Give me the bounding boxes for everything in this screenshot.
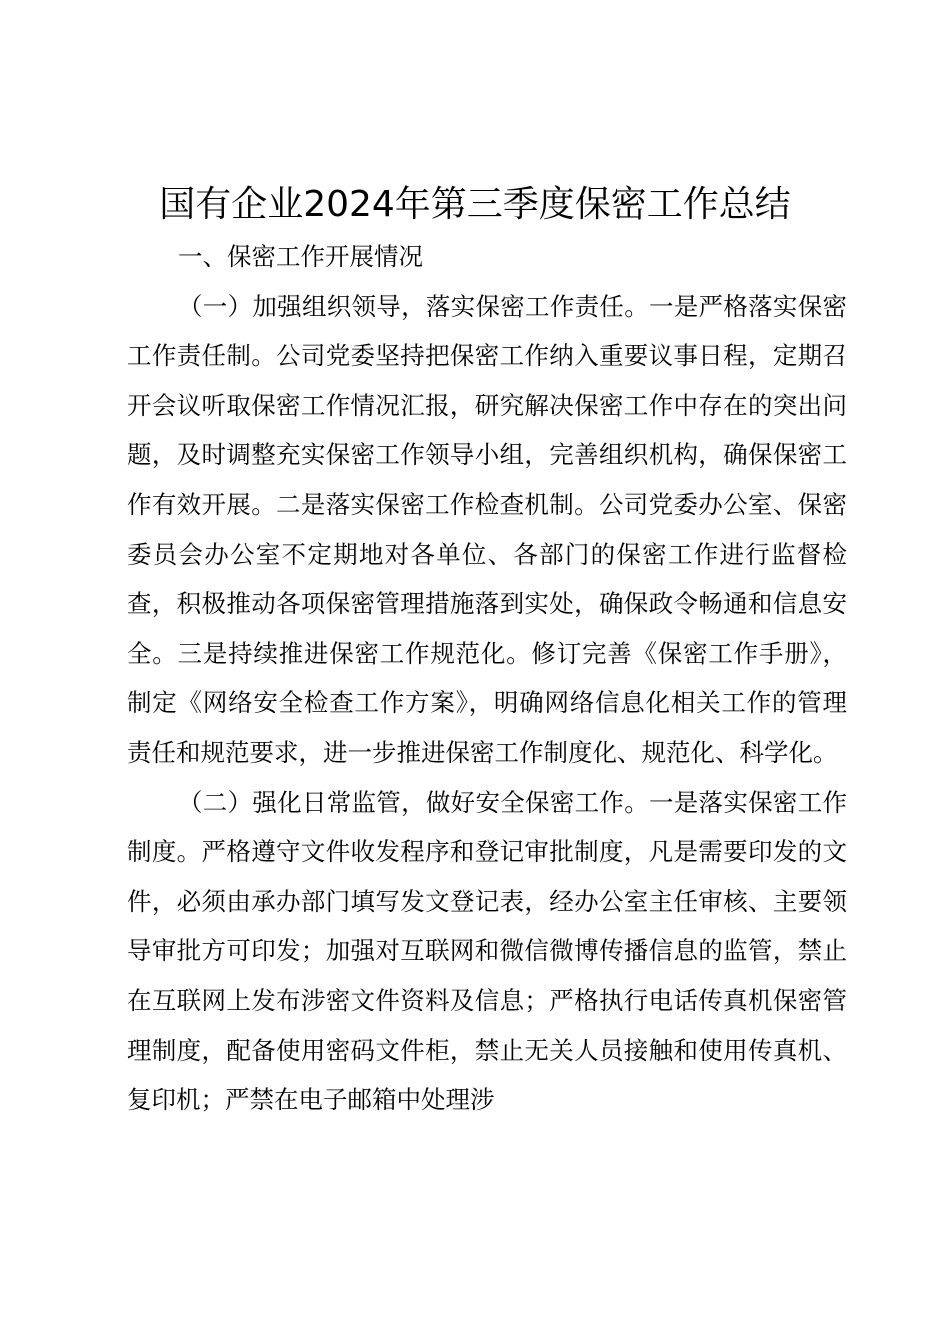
paragraph-2: （二）强化日常监管，做好安全保密工作。一是落实保密工作制度。严格遵守文件收发程序和登记审批制度，凡是需要印发的文件，必须由承办部门填写发文登记表，经办公室主任审核、主要领导审批方可印发；加强对互联网和微信微博传播信息的监管，禁止在互联网上发布涉密文件资料及信息；严格执行电话传真机保密管理制度，配备使用密码文件柜，禁止无关人员接触和使用传真机、复印机；严禁在电子邮箱中处理涉 <box>127 787 847 1115</box>
document-title: 国有企业2024年第三季度保密工作总结 <box>159 184 791 225</box>
document-body <box>127 232 847 1125</box>
paragraph-1: （一）加强组织领导，落实保密工作责任。一是严格落实保密工作责任制。公司党委坚持把保密工作纳入重要议事日程，定期召开会议听取保密工作情况汇报，研究解决保密工作中存在的突出问题，及时调整充实保密工作领导小组，完善组织机构，确保保密工作有效开展。二是落实保密工作检查机制。公司党委办公室、保密委员会办公室不定期地对各单位、各部门的保密工作进行监督检查，积极推动各项保密管理措施落到实处，确保政令畅通和信息安全。三是持续推进保密工作规范化。修订完善《保密工作手册》，制定《网络安全检查工作方案》，明确网络信息化相关工作的管理责任和规范要求，进一步推进保密工作制度化、规范化、科学化。 <box>127 291 847 767</box>
section-heading: 一、保密工作开展情况 <box>178 242 423 271</box>
